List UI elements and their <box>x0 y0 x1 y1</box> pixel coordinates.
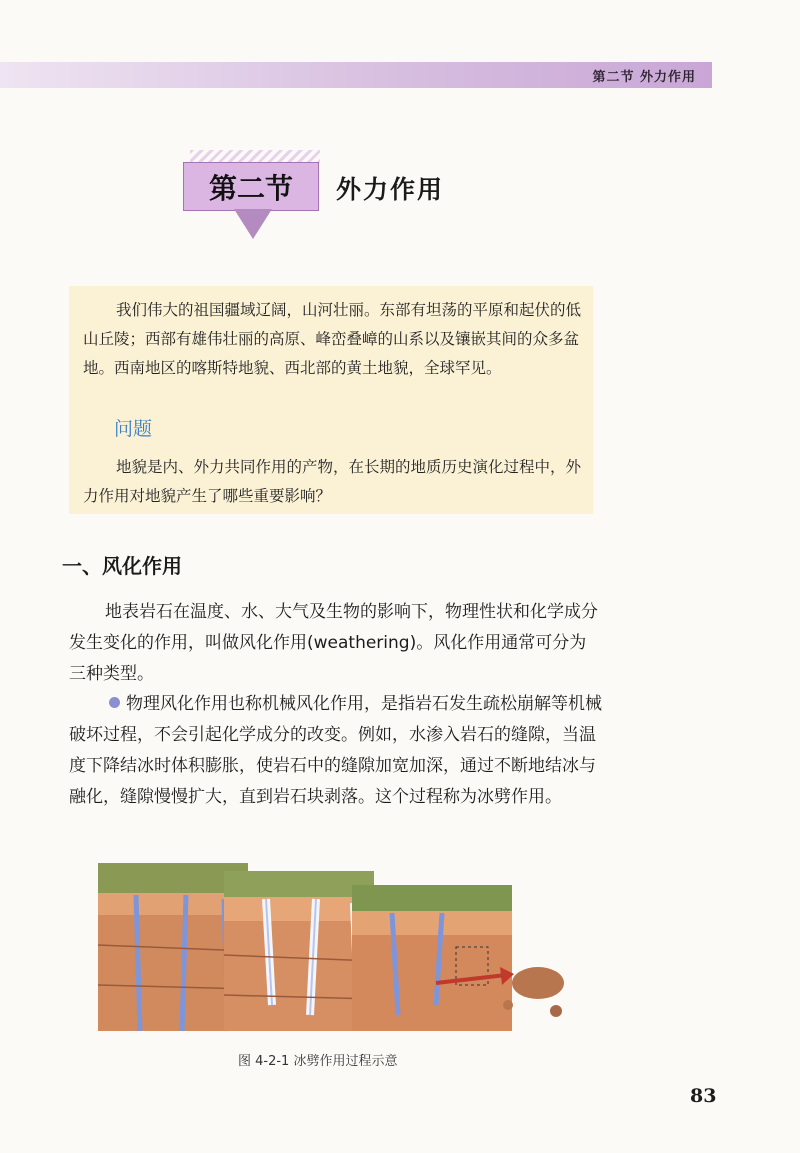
section-number: 第二节 <box>208 171 293 205</box>
section-heading: 一、风化作用 <box>62 554 182 578</box>
page-title: 外力作用 <box>336 175 445 204</box>
bullet-icon <box>109 697 120 708</box>
intro-box <box>69 286 593 514</box>
title-arrow-icon <box>234 209 272 239</box>
ice-wedging-illustration <box>96 855 576 1035</box>
section-number-box <box>183 162 319 211</box>
rock-panel-2 <box>224 871 374 1031</box>
ice-wedging-figure <box>96 855 576 1035</box>
body-paragraph-1: 地表岩石在温度、水、大气及生物的影响下，物理性状和化学成分发生变化的作用，叫做风化作用(weathering)。风化作用通常可分为三种类型。 <box>69 602 598 684</box>
question-text: 地貌是内、外力共同作用的产物，在长期的地质历史演化过程中，外力作用对地貌产生了哪些重要影响？ <box>83 458 582 505</box>
figure-caption: 图 4-2-1 冰劈作用过程示意 <box>238 1054 398 1069</box>
body-paragraph-2 <box>69 689 603 813</box>
intro-text: 我们伟大的祖国疆域辽阔，山河壮丽。东部有坦荡的平原和起伏的低山丘陵；西部有雄伟壮丽的高原、峰峦叠嶂的山系以及镶嵌其间的众多盆地。西南地区的喀斯特地貌、西北部的黄土地貌，全球罕见。 <box>83 301 582 377</box>
running-header: 第二节 外力作用 <box>592 70 696 85</box>
page-number: 83 <box>690 1085 717 1107</box>
rock-panel-3 <box>352 885 564 1031</box>
body-paragraph-2-text: 物理风化作用也称机械风化作用，是指岩石发生疏松崩解等机械破坏过程，不会引起化学成分的改变。例如，水渗入岩石的缝隙，当温度下降结冰时体积膨胀，使岩石中的缝隙加宽加深，通过不断地结冰与融化，缝隙慢慢扩大，直到岩石块剥落。这个过程称为冰劈作用。 <box>69 694 602 807</box>
question-label: 问题 <box>114 418 153 440</box>
